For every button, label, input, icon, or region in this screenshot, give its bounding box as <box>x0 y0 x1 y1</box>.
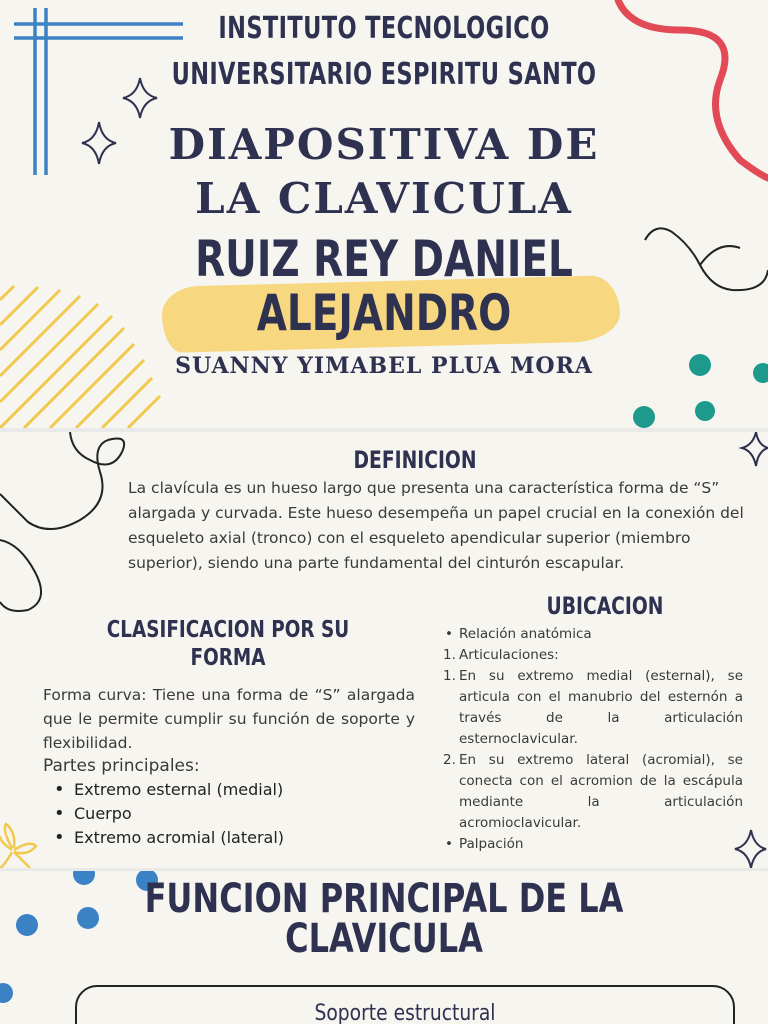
list-item: • Extremo esternal (medial) <box>54 778 284 802</box>
loop-line-decoration <box>0 540 41 611</box>
teal-dot-decoration <box>633 406 655 428</box>
list-item-number: 1. <box>443 647 456 663</box>
function-slide <box>0 871 768 1024</box>
list-item <box>443 645 743 666</box>
flower-decoration <box>0 824 36 868</box>
clasificacion-heading-line-1: CLASIFICACION POR SU <box>106 617 350 643</box>
list-item: • Extremo acromial (lateral) <box>54 826 284 850</box>
author1-line-1: RUIZ REY DANIEL <box>195 230 573 288</box>
list-item-text: En su extremo lateral (acromial), se conecta con el acromion de la escápula mediante la articulación acromioclavicular. <box>459 752 743 831</box>
title-slide <box>0 0 768 428</box>
list-item <box>443 666 743 750</box>
function-title <box>125 876 643 962</box>
blue-dot-decoration <box>16 914 38 936</box>
definicion-text: La clavícula es un hueso largo que presenta una característica forma de “S” alargada y curvada. Este hueso desempeña un papel crucial en la conexión del esqueleto axial (tronco) con el esqueleto apendicular superior (miembro superior), siendo una parte fundamental del cinturón escapular. <box>128 479 744 572</box>
title-line-1: DIAPOSITIVA DE <box>168 120 600 169</box>
institution-line-2: UNIVERSITARIO ESPIRITU SANTO <box>171 57 597 92</box>
list-item-text: Relación anatómica <box>459 626 592 642</box>
partes-label: Partes principales: <box>43 756 200 776</box>
list-item-text: En su extremo medial (esternal), se articula con el manubrio del esternón a través de la articulación esternoclavicular. <box>459 668 743 747</box>
list-item <box>443 624 743 645</box>
institution-name <box>73 6 696 98</box>
institution-line-1: INSTITUTO TECNOLOGICO <box>218 11 550 46</box>
title-line-2: LA CLAVICULA <box>195 174 573 223</box>
list-item <box>443 750 743 834</box>
clasificacion-heading-line-2: FORMA <box>190 645 266 671</box>
list-item-number: 2. <box>443 752 456 768</box>
clasificacion-text: Forma curva: Tiene una forma de “S” alargada que le permite cumplir su función de soporte y flexibilidad. <box>43 686 415 752</box>
list-item-text: Palpación <box>459 836 524 852</box>
blue-dot-decoration <box>77 907 99 929</box>
blue-dot-decoration <box>73 871 95 885</box>
definicion-heading: DEFINICION <box>353 446 477 474</box>
author1-line-2: ALEJANDRO <box>256 284 512 342</box>
page-title <box>0 118 768 226</box>
author-name-1 <box>53 232 714 340</box>
list-item-text: Articulaciones: <box>459 647 559 663</box>
teal-dot-decoration <box>695 401 715 421</box>
author-name-2: SUANNY YIMABEL PLUA MORA <box>175 353 593 379</box>
partes-list <box>54 778 284 850</box>
ubicacion-list <box>443 624 743 855</box>
list-item <box>443 834 743 855</box>
list-item-number: 1. <box>443 668 456 684</box>
clasificacion-heading <box>102 616 355 672</box>
list-item: • Cuerpo <box>54 802 284 826</box>
function-title-line-1: FUNCION PRINCIPAL DE LA <box>144 876 624 922</box>
function-title-line-2: CLAVICULA <box>285 916 483 962</box>
box-title: Soporte estructural <box>314 1001 496 1024</box>
blue-dot-decoration <box>0 983 13 1003</box>
loop-line-decoration <box>0 432 124 529</box>
ubicacion-heading: UBICACION <box>546 592 664 620</box>
sparkle-icon <box>742 432 768 466</box>
content-box <box>75 985 735 1024</box>
content-slide <box>0 432 768 868</box>
